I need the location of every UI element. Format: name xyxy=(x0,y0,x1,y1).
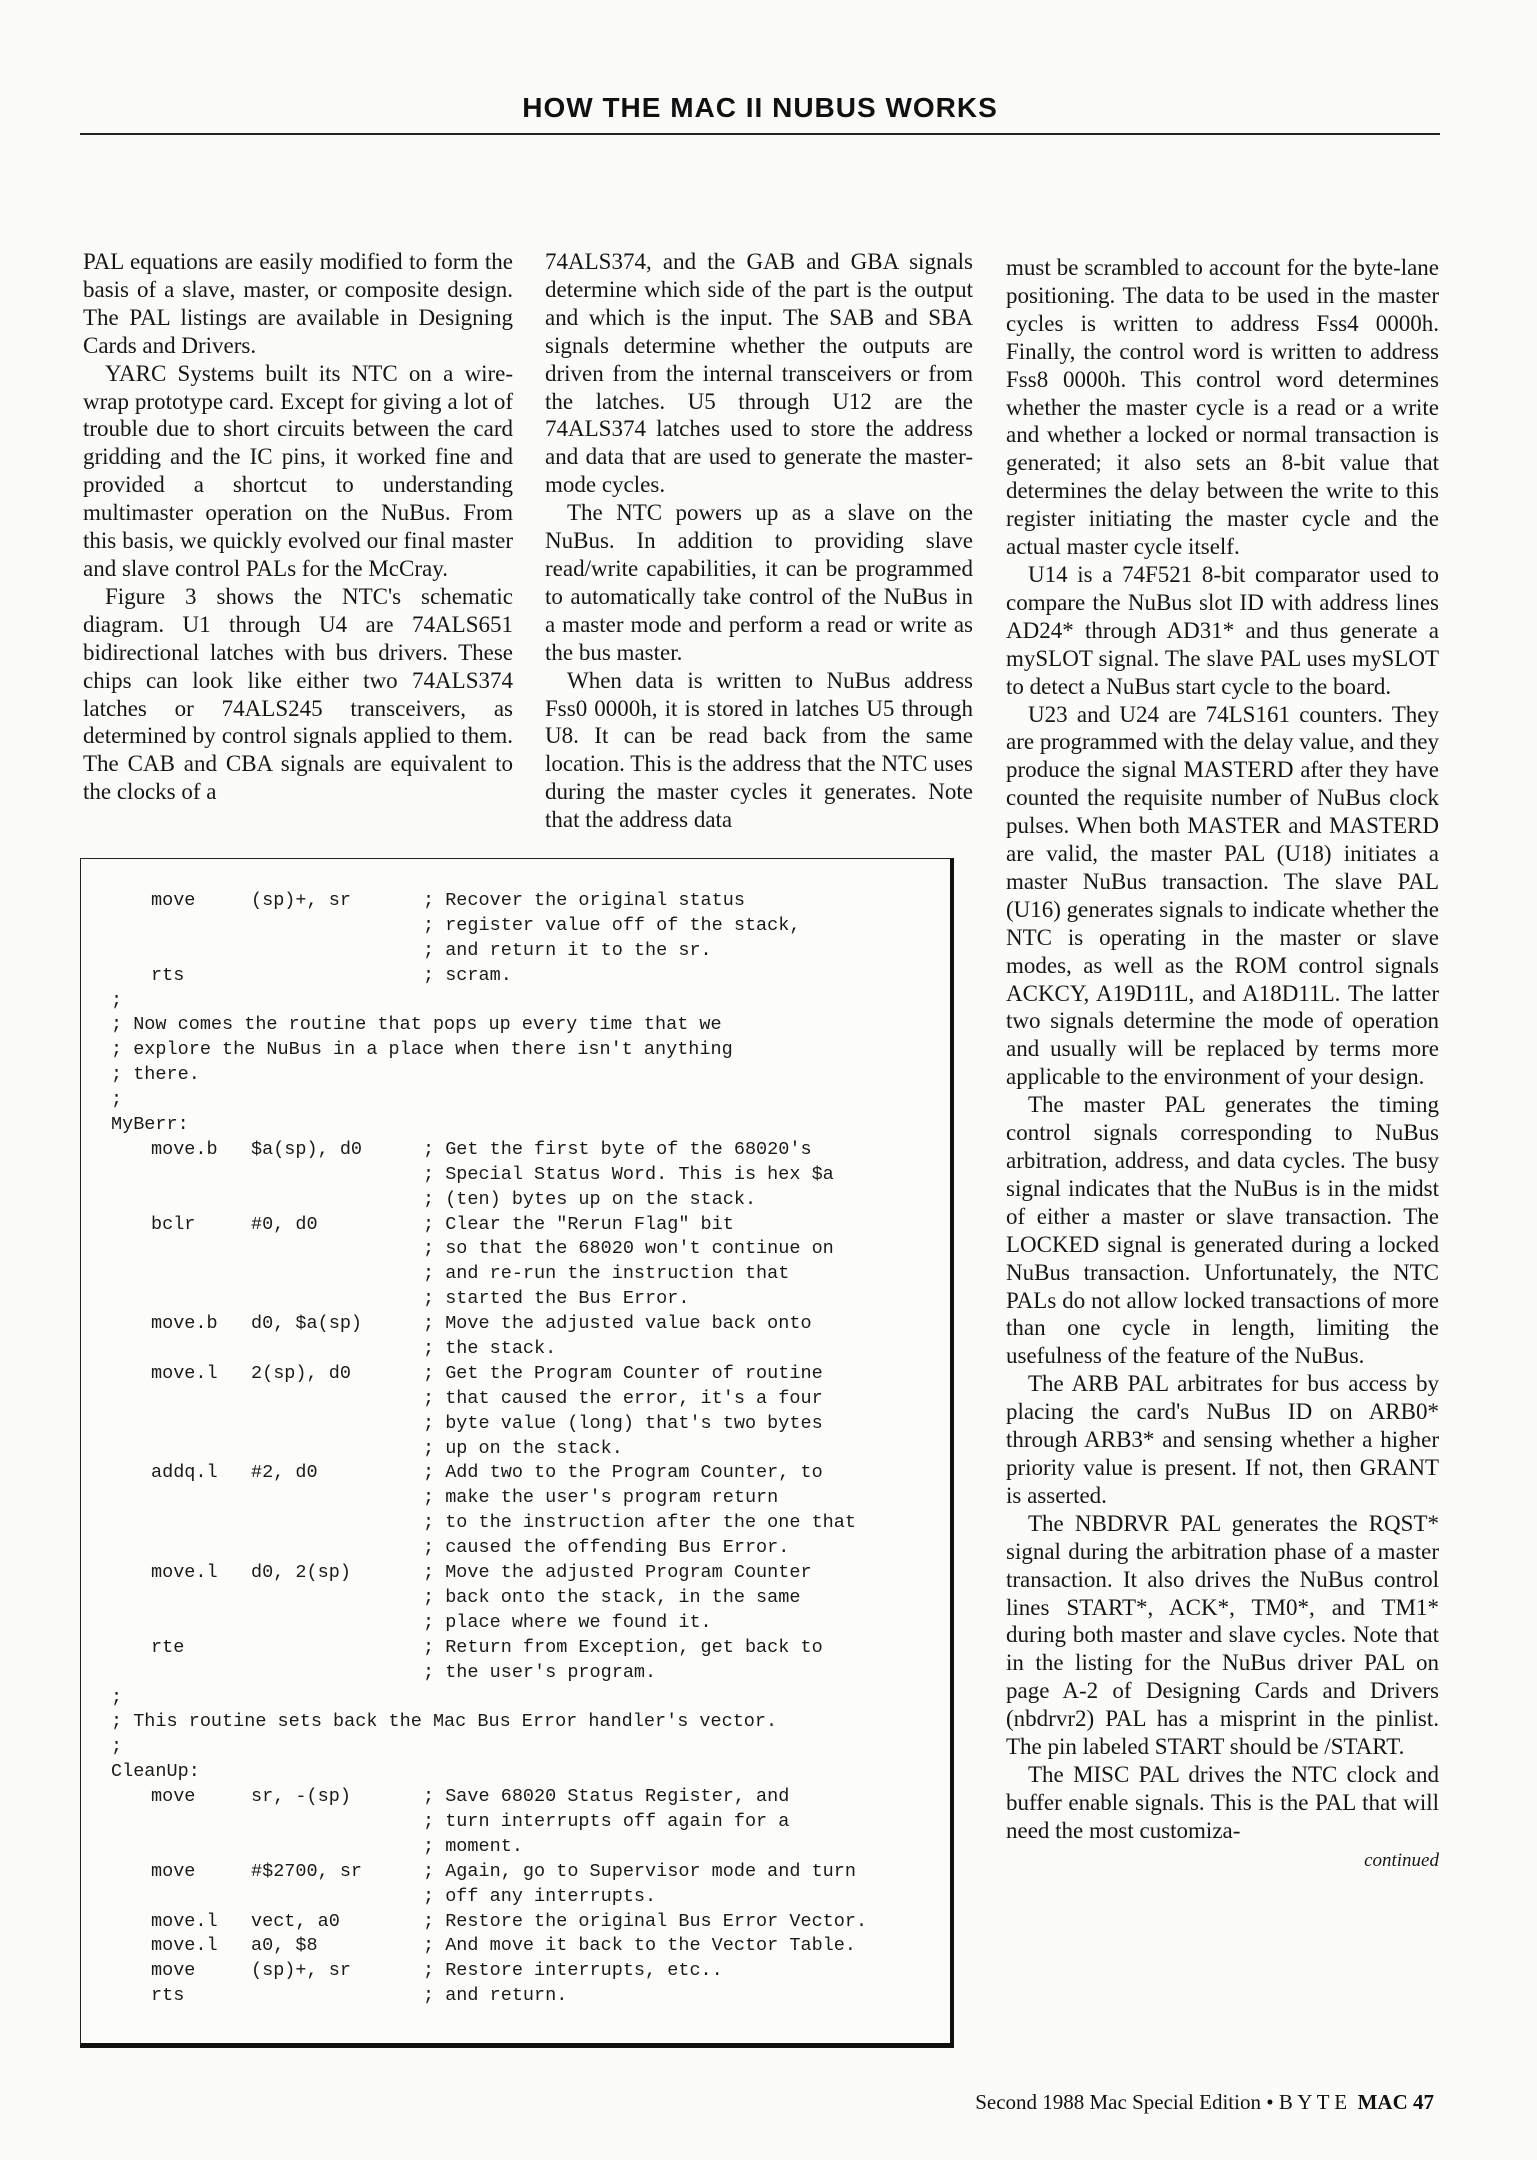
code-label: ; xyxy=(111,989,123,1011)
code-op: move xyxy=(151,1786,196,1808)
code-comment: ; scram. xyxy=(423,964,512,986)
code-args: $a(sp), d0 xyxy=(251,1138,363,1160)
footer-magazine: B Y T E xyxy=(1278,2090,1348,2114)
code-comment: ; Move the adjusted value back onto xyxy=(423,1313,812,1335)
code-op: rts xyxy=(151,964,185,986)
text-column-3 xyxy=(1006,254,1439,1875)
col3-paragraph: U23 and U24 are 74LS161 counters. They are programmed with the delay value, and they produce the signal MASTERD after they have counted the requisite number of NuBus clock pulses. When both MASTER and MASTERD are valid, the master PAL (U18) initiates a master NuBus transaction. The slave PAL (U16) generates signals to indicate whether the NTC is operating in the master or slave modes, as well as the ROM control signals ACKCY, A19D11L, and A18D11L. The latter two signals determine the mode of operation and usually will be replaced by terms more applicable to the environment of your design. xyxy=(1006,701,1440,1090)
code-label: ; xyxy=(111,1089,123,1111)
code-line xyxy=(111,1760,941,1785)
code-line xyxy=(111,1511,941,1536)
code-line xyxy=(111,1959,941,1984)
code-comment: ; so that the 68020 won't continue on xyxy=(423,1238,834,1260)
code-comment: ; that caused the error, it's a four xyxy=(423,1387,823,1409)
code-line xyxy=(111,1412,941,1437)
code-label: ; xyxy=(111,1686,123,1708)
col3-paragraph: must be scrambled to account for the byte-lane positioning. The data to be used in the master cycles is written to address Fss4 0000h. Finally, the control word is written to address Fss8 0000h. This control word determines whether the master cycle is a read or a write and whether a locked or normal transaction is generated; it also sets an 8-bit value that determines the delay between the write to this register initiating the master cycle and the actual master cycle itself. xyxy=(1006,255,1439,560)
code-args: 2(sp), d0 xyxy=(251,1362,351,1384)
code-comment: ; And move it back to the Vector Table. xyxy=(423,1935,856,1957)
code-comment: ; Save 68020 Status Register, and xyxy=(423,1786,790,1808)
code-line xyxy=(111,1437,941,1462)
code-line xyxy=(111,1312,941,1337)
col1-paragraph: YARC Systems built its NTC on a wire-wrap prototype card. Except for giving a lot of trouble due to short circuits between the card gridding and the IC pins, it worked fine and provided a shortcut to understanding multimaster operation on the NuBus. From this basis, we quickly evolved our final master and slave control PALs for the McCray. xyxy=(83,360,513,581)
code-comment: ; the user's program. xyxy=(423,1661,657,1683)
code-line xyxy=(111,1013,941,1038)
code-comment: ; turn interrupts off again for a xyxy=(423,1810,790,1832)
footer-separator: • xyxy=(1266,2090,1274,2114)
code-listing-box xyxy=(80,858,954,2048)
code-comment: ; place where we found it. xyxy=(423,1611,712,1633)
code-op: bclr xyxy=(151,1213,196,1235)
code-comment: ; Return from Exception, get back to xyxy=(423,1636,823,1658)
code-comment: ; byte value (long) that's two bytes xyxy=(423,1412,823,1434)
code-args: sr, -(sp) xyxy=(251,1786,351,1808)
code-comment: ; Special Status Word. This is hex $a xyxy=(423,1163,834,1185)
code-args: #$2700, sr xyxy=(251,1860,363,1882)
code-comment: ; Move the adjusted Program Counter xyxy=(423,1562,812,1584)
code-line xyxy=(111,1138,941,1163)
code-op: move xyxy=(151,1860,196,1882)
code-comment: ; Recover the original status xyxy=(423,890,745,911)
code-line xyxy=(111,1860,941,1885)
page-footer xyxy=(700,2090,1434,2115)
col1-paragraph: Figure 3 shows the NTC's schematic diagram. U1 through U4 are 74ALS651 bidirectional latches with bus drivers. These chips can look like either two 74ALS374 latches or 74ALS245 transceivers, as determined by control signals applied to them. The CAB and CBA signals are equivalent to the clocks of a xyxy=(83,583,513,805)
code-label: ; This routine sets back the Mac Bus Error handler's vector. xyxy=(111,1711,778,1733)
code-comment: ; the stack. xyxy=(423,1338,557,1360)
code-line xyxy=(111,989,941,1014)
code-op: move.l xyxy=(151,1910,218,1932)
code-args: (sp)+, sr xyxy=(251,1960,351,1982)
code-args: #2, d0 xyxy=(251,1462,318,1484)
col1-paragraph: PAL equations are easily modified to form the basis of a slave, master, or composite design. The PAL listings are available in Designing Cards and Drivers. xyxy=(83,249,513,358)
col3-paragraph: The master PAL generates the timing control signals corresponding to NuBus arbitration, address, and data cycles. The busy signal indicates that the NuBus is in the midst of either a master or slave transaction. The LOCKED signal is generated during a locked NuBus transaction. Unfortunately, the NTC PALs do not allow locked transactions of more than one cycle in length, limiting the usefulness of the feature of the NuBus. xyxy=(1006,1092,1439,1369)
code-comment: ; Get the Program Counter of routine xyxy=(423,1362,823,1384)
page-header-title: HOW THE MAC II NUBUS WORKS xyxy=(522,92,998,123)
code-line xyxy=(111,1163,941,1188)
code-comment: ; (ten) bytes up on the stack. xyxy=(423,1188,757,1210)
code-line xyxy=(111,1984,941,2009)
col3-paragraph: The MISC PAL drives the NTC clock and buffer enable signals. This is the PAL that will need the most customiza- xyxy=(1006,1761,1439,1843)
footer-edition: Second 1988 Mac Special Edition xyxy=(975,2090,1261,2114)
code-label: ; Now comes the routine that pops up every time that we xyxy=(111,1014,722,1036)
col3-paragraph: The NBDRVR PAL generates the RQST* signal during the arbitration phase of a master transaction. It also drives the NuBus control lines START*, ACK*, TM0*, and TM1* during both master and slave cycles. Note that in the listing for the NuBus driver PAL on page A-2 of Designing Cards and Drivers (nbdrvr2) PAL has a misprint in the pinlist. The pin labeled START should be /START. xyxy=(1006,1510,1439,1760)
code-label: MyBerr: xyxy=(111,1114,189,1136)
code-line xyxy=(111,1885,941,1910)
code-line xyxy=(111,1486,941,1511)
code-args: d0, 2(sp) xyxy=(251,1562,351,1584)
code-comment: ; register value off of the stack, xyxy=(423,914,801,936)
code-op: move.b xyxy=(151,1138,218,1160)
code-comment: ; Get the first byte of the 68020's xyxy=(423,1138,812,1160)
text-column-1 xyxy=(83,248,513,806)
code-comment: ; and return. xyxy=(423,1985,568,2007)
code-line xyxy=(111,1038,941,1063)
code-comment: ; make the user's program return xyxy=(423,1487,779,1509)
code-comment: ; Again, go to Supervisor mode and turn xyxy=(423,1860,856,1882)
code-op: move.l xyxy=(151,1935,218,1957)
code-line xyxy=(111,1188,941,1213)
code-line xyxy=(111,1461,941,1486)
code-line xyxy=(111,1710,941,1735)
code-line xyxy=(111,1237,941,1262)
code-line xyxy=(111,1934,941,1959)
code-line xyxy=(111,1113,941,1138)
col2-paragraph: 74ALS374, and the GAB and GBA signals determine which side of the part is the output and which is the input. The SAB and SBA signals determine whether the outputs are driven from the internal transceivers or from the latches. U5 through U12 are the 74ALS374 latches used to store the address and data that are used to generate the master-mode cycles. xyxy=(545,249,973,498)
code-comment: ; moment. xyxy=(423,1835,523,1857)
col2-paragraph: When data is written to NuBus address Fss0 0000h, it is stored in latches U5 through U8. It can be read back from the same location. This is the address that the NTC uses during the master cycles it generates. Note that the address data xyxy=(545,667,973,833)
code-comment: ; to the instruction after the one that xyxy=(423,1512,856,1534)
code-args: a0, $8 xyxy=(251,1935,318,1957)
footer-page-number: MAC 47 xyxy=(1357,2090,1434,2114)
code-line xyxy=(111,1636,941,1661)
code-comment: ; and return it to the sr. xyxy=(423,939,712,961)
col3-paragraph: The ARB PAL arbitrates for bus access by placing the card's NuBus ID on ARB0* through ARB3* and sensing whether a higher priority value is present. If not, then GRANT is asserted. xyxy=(1006,1371,1439,1508)
code-line xyxy=(111,914,941,939)
header-rule xyxy=(80,133,1440,135)
code-label: ; explore the NuBus in a place when there isn't anything xyxy=(111,1039,733,1061)
code-op: move xyxy=(151,1960,196,1982)
text-column-2 xyxy=(545,248,973,834)
code-line xyxy=(111,1287,941,1312)
code-comment: ; back onto the stack, in the same xyxy=(423,1586,801,1608)
code-op: rte xyxy=(151,1636,185,1658)
code-line xyxy=(111,939,941,964)
code-label: CleanUp: xyxy=(111,1761,200,1783)
code-comment: ; Restore interrupts, etc.. xyxy=(423,1960,723,1982)
code-args: #0, d0 xyxy=(251,1213,318,1235)
code-op: addq.l xyxy=(151,1462,218,1484)
code-line xyxy=(111,1661,941,1686)
code-op: move.b xyxy=(151,1313,218,1335)
code-op: move xyxy=(151,890,196,911)
code-args: (sp)+, sr xyxy=(251,890,351,911)
code-comment: ; and re-run the instruction that xyxy=(423,1263,790,1285)
code-line xyxy=(111,1686,941,1711)
code-line xyxy=(111,889,941,914)
code-op: move.l xyxy=(151,1362,218,1384)
code-line xyxy=(111,1611,941,1636)
code-line xyxy=(111,1586,941,1611)
code-args: vect, a0 xyxy=(251,1910,340,1932)
code-line xyxy=(111,1785,941,1810)
code-label: ; xyxy=(111,1736,123,1758)
col3-paragraph: U14 is a 74F521 8-bit comparator used to compare the NuBus slot ID with address lines AD24* through AD31* and thus generate a mySLOT signal. The slave PAL uses mySLOT to detect a NuBus start cycle to the board. xyxy=(1006,561,1439,699)
col2-paragraph: The NTC powers up as a slave on the NuBus. In addition to providing slave read/write capabilities, it can be programmed to automatically take control of the NuBus in a master mode and perform a read or write as the bus master. xyxy=(545,500,973,665)
code-line xyxy=(111,964,941,989)
code-line xyxy=(111,1536,941,1561)
code-line xyxy=(111,1262,941,1287)
code-line xyxy=(111,1387,941,1412)
code-op: rts xyxy=(151,1985,185,2007)
code-comment: ; off any interrupts. xyxy=(423,1885,657,1907)
code-label: ; there. xyxy=(111,1064,200,1086)
code-op: move.l xyxy=(151,1562,218,1584)
code-comment: ; up on the stack. xyxy=(423,1437,623,1459)
code-line xyxy=(111,1088,941,1113)
continued-label: continued xyxy=(1364,1849,1439,1871)
code-line xyxy=(111,1910,941,1935)
code-comment: ; Clear the "Rerun Flag" bit xyxy=(423,1213,734,1235)
code-comment: ; Add two to the Program Counter, to xyxy=(423,1462,823,1484)
code-line xyxy=(111,1735,941,1760)
code-line xyxy=(111,1835,941,1860)
code-line xyxy=(111,1213,941,1238)
code-comment: ; caused the offending Bus Error. xyxy=(423,1537,790,1559)
code-line xyxy=(111,1810,941,1835)
code-comment: ; Restore the original Bus Error Vector. xyxy=(423,1910,868,1932)
assembly-code-listing xyxy=(111,889,941,2009)
code-line xyxy=(111,1561,941,1586)
code-args: d0, $a(sp) xyxy=(251,1313,363,1335)
code-line xyxy=(111,1337,941,1362)
code-comment: ; started the Bus Error. xyxy=(423,1288,690,1310)
code-line xyxy=(111,1362,941,1387)
code-line xyxy=(111,1063,941,1088)
